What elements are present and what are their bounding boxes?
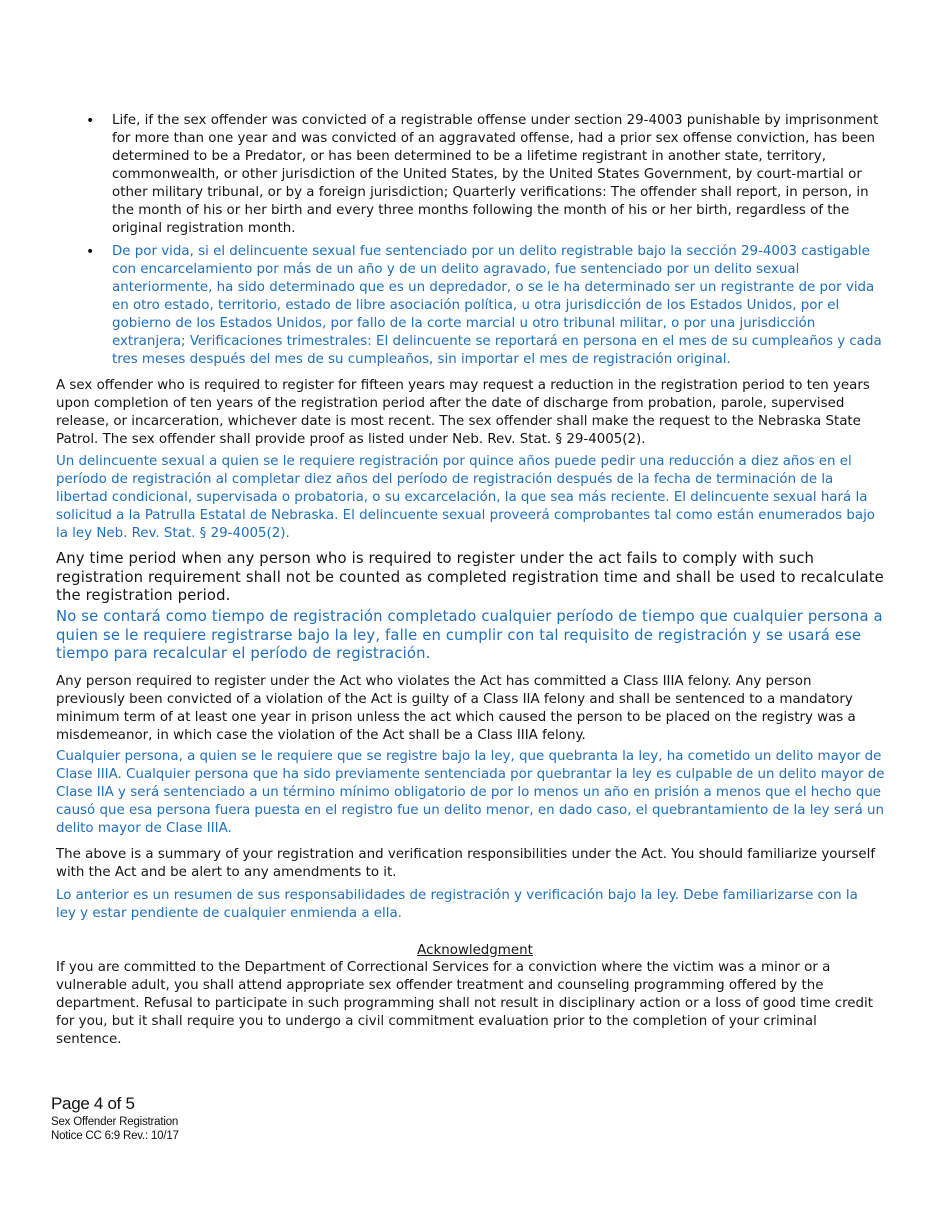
reduction-paragraph-en: A sex offender who is required to register for fifteen years may request a reduction in the registration period to ten years upon completion of ten years of the registration period after the date of discharge from probation, parole, supervised release, or incarceration, whichever date is most recent. The sex offender shall make the request to the Nebraska State Patrol. The sex offender shall provide proof as listed under Neb. Rev. Stat. § 29-4005(2). (56, 378, 870, 447)
registration-period-bullets-es (86, 243, 884, 369)
felony-paragraph-es: Cualquier persona, a quien se le requiere que se registre bajo la ley, que quebranta la ley, ha cometido un delito mayor de Clase IIIA. Cualquier persona que ha sido previamente sentenciada por quebrantar la ley es culpable de un delito mayor de Clase IIA y será sentenciado a un término mínimo obligatorio de por lo menos un año en prisión a menos que el hecho que causó que esa persona fuera puesta en el registro fue un delito menor, en dado caso, el quebrantamiento de la ley será un delito mayor de Clase IIIA. (56, 749, 885, 836)
form-name: Sex Offender Registration (51, 1116, 179, 1128)
acknowledgment-title: Acknowledgment (417, 943, 533, 958)
noncompliance-paragraph-en: Any time period when any person who is required to register under the act fails to comply with such registration requirement shall not be counted as completed registration time and shall be used to recalculate the registration period. (56, 550, 884, 604)
bullet-lifetime-en-text: Life, if the sex offender was convicted of a registrable offense under section 29-4003 punishable by imprisonment for more than one year and was convicted of an aggravated offense, had a prior sex offense conviction, has been determined to be a Predator, or has been determined to be a lifetime registrant in another state, territory, commonwealth, or other jurisdiction of the United States, by the United States Government, by court-martial or other military tribunal, or by a foreign jurisdiction; Quarterly verifications: The offender shall report, in person, in the month of his or her birth and every three months following the month of his or her birth, regardless of the original registration month. (112, 113, 879, 236)
acknowledgment-body: If you are committed to the Department of Correctional Services for a conviction where the victim was a minor or a vulnerable adult, you shall attend appropriate sex offender treatment and counseling programming offered by the department. Refusal to participate in such programming shall not result in disciplinary action or a loss of good time credit for you, but it shall require you to undergo a civil commitment evaluation prior to the completion of your criminal sentence. (56, 960, 874, 1047)
page-number: Page 4 of 5 (51, 1094, 135, 1113)
bullet-lifetime-es-text: De por vida, si el delincuente sexual fue sentenciado por un delito registrable bajo la sección 29-4003 castigable con encarcelamiento por más de un año y de un delito agravado, fue sentenciado por un delito sexual anteriormente, ha sido determinado que es un depredador, o se le ha determinado ser un registrante de por vida en otro estado, territorio, estado de libre asociación política, u otra jurisdicción de los Estados Unidos, por el gobierno de los Estados Unidos, por fallo de la corte marcial u otro tribunal militar, o por una jurisdicción extranjera; Verificaciones trimestrales: El delincuente se reportará en persona en el mes de su cumpleaños y cada tres meses después del mes de su cumpleaños, sin importar el mes de registración original. (112, 244, 882, 367)
bullet-dot: • (86, 244, 95, 260)
bullet-lifetime-es (86, 243, 884, 369)
registration-period-bullets (86, 112, 884, 238)
summary-paragraph-es: Lo anterior es un resumen de sus responsabilidades de registración y verificación bajo la ley. Debe familiarizarse con la ley y estar pendiente de cualquier enmienda a ella. (56, 888, 858, 921)
reduction-paragraph-es: Un delincuente sexual a quien se le requiere registración por quince años puede pedir una reducción a diez años en el período de registración al completar diez años del período de registración después de la fecha de terminación de la libertad condicional, supervisada o probatoria, o su excarcelación, la que sea más reciente. El delincuente sexual hará la solicitud a la Patrulla Estatal de Nebraska. El delincuente sexual proveerá comprobantes tal como están enumerados bajo la ley Neb. Rev. Stat. § 29-4005(2). (56, 454, 875, 541)
felony-paragraph-en: Any person required to register under the Act who violates the Act has committed a Class IIIA felony. Any person previously been convicted of a violation of the Act is guilty of a Class IIA felony and shall be sentenced to a mandatory minimum term of at least one year in prison unless the act which caused the person to be placed on the registry was a misdemeanor, in which case the violation of the Act shall be a Class IIIA felony. (56, 674, 856, 743)
summary-paragraph-en: The above is a summary of your registration and verification responsibilities under the Act. You should familiarize yourself with the Act and be alert to any amendments to it. (56, 847, 876, 880)
bullet-dot: • (86, 113, 95, 129)
noncompliance-paragraph-es: No se contará como tiempo de registración completado cualquier período de tiempo que cualquier persona a quien se le requiere registrarse bajo la ley, falle en cumplir con tal requisito de registración y se usará ese tiempo para recalcular el período de registración. (56, 608, 883, 662)
notice-revision: Notice CC 6:9 Rev.: 10/17 (51, 1130, 179, 1142)
bullet-lifetime-en (86, 112, 884, 238)
